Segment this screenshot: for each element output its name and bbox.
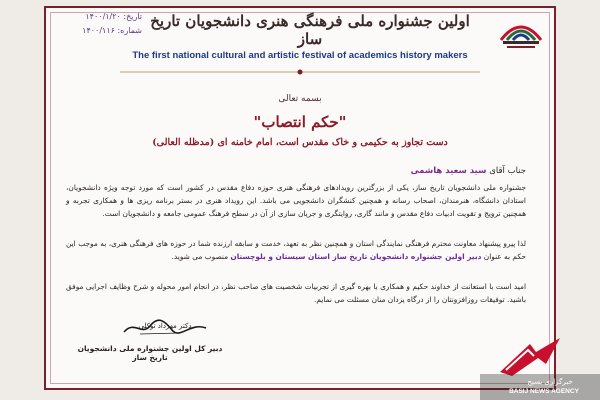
quote-subheading: دست تجاوز به حکیمی و خاک مقدس است، امام خامنه ای (مدظله العالی) <box>152 137 448 148</box>
number-line: شماره: ۱۴۰۰/۱۱۶ <box>82 26 142 35</box>
agency-name-persian: خبرگزاری بسیج <box>527 378 573 386</box>
appointed-role: دبیر اولین جشنواره دانشجویان تاریخ ساز استان سیستان و بلوچستان <box>230 252 482 261</box>
body-paragraph-2 <box>66 237 526 263</box>
festival-title-persian: اولین جشنواره ملی فرهنگی هنری دانشجویان تاریخ ساز <box>150 12 470 48</box>
ornament-divider-icon <box>120 68 480 76</box>
signature-name: دکتر مهرداد توکلی <box>138 322 192 330</box>
body-paragraph-3: امید است با استعانت از خداوند حکیم و همکاری با بهره گیری از تجربیات شخصیت های صاحب نظر، در انجام امور محوله و شرح وظایف اجرایی موفق باشید. توفیقات روزافزونتان را از درگاه یزدان منان مسئلت می نمایم. <box>66 282 526 304</box>
greeting: جناب آقای <box>489 166 526 176</box>
basij-logo-icon <box>490 330 570 380</box>
festival-logo-icon <box>493 10 549 54</box>
appointment-heading: "حکم انتصاب" <box>253 113 347 131</box>
date-number-block <box>52 10 142 38</box>
recipient-line <box>60 166 526 176</box>
agency-name-english: BASIJ NEWS AGENCY <box>509 388 579 395</box>
recipient-name: سید سعید هاشمی <box>410 166 487 176</box>
paragraph-2-end: منصوب می شوید. <box>171 252 229 261</box>
signature-title: دبیر کل اولین جشنواره ملی دانشجویان تاریخ ساز <box>77 344 223 362</box>
date-line: تاریخ: ۱۴۰۰/۱/۲۰ <box>85 12 142 21</box>
bismillah-heading: بسمه تعالی <box>278 94 322 104</box>
body-paragraph-1: جشنواره ملی دانشجویان تاریخ ساز، یکی از بزرگترین رویدادهای فرهنگی هنری حوزه دفاع مقدس در کشور است که مورد توجه ویژه دانشجویان، استادان دانشگاه، هنرمندان، اصحاب رسانه و همچنین کنشگران دانشجویی می باشد. این رویداد هنری در بستر برنامه ریزی ها و همکاری تجربه و همچنین ترویج و تقویت ادبیات دفاع مقدس و مانند گاری، روایتگری و جریان سازی از آن در سطح فرهنگ عمومی جامعه و دانشجویان است. <box>66 183 526 218</box>
paragraph-2-start: لذا پیرو پیشنهاد معاونت محترم فرهنگی نمایندگی استان و همچنین نظر به تعهد، خدمت و سابقه ارزنده شما در حوزه های فرهنگی هنری، به موجب این حکم به عنوان <box>66 239 526 261</box>
festival-title-english: The first national cultural and artistic festival of academics history makers <box>132 50 468 61</box>
